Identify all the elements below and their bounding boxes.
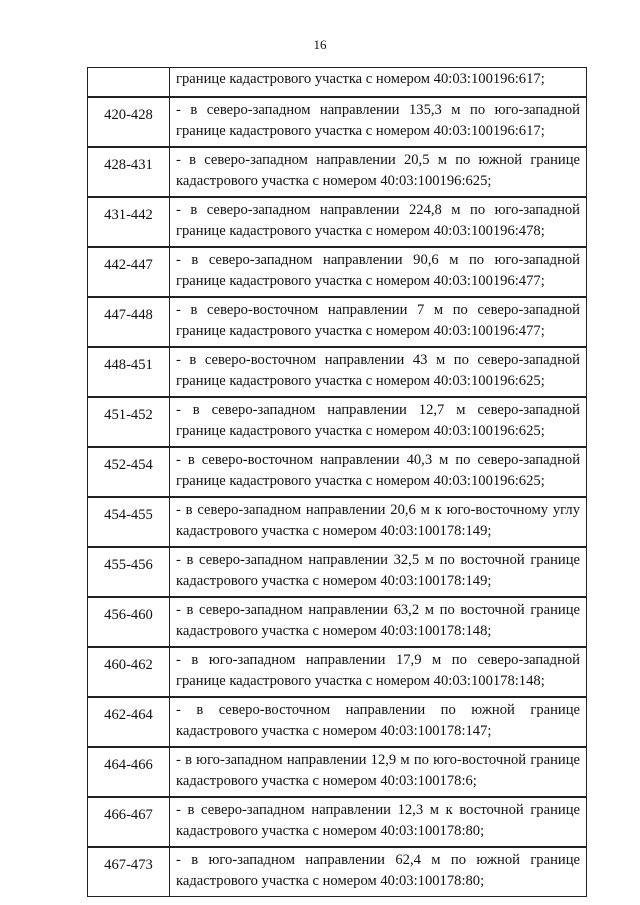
table-row [88, 548, 587, 597]
segment-cell: 447-448 [88, 298, 170, 347]
description-cell: - в северо-западном направлении 32,5 м по восточной границе кадастрового участка с номером 40:03:100178:149; [170, 548, 587, 597]
description-cell: - в северо-западном направлении 12,3 м к восточной границе кадастрового участка с номером 40:03:100178:80; [170, 798, 587, 847]
table-row [88, 698, 587, 747]
description-cell: - в северо-западном направлении 20,5 м по южной границе кадастрового участка с номером 40:03:100196:625; [170, 148, 587, 197]
description-cell: - в северо-западном направлении 135,3 м по юго-западной границе кадастрового участка с номером 40:03:100196:617; [170, 98, 587, 147]
description-cell: - в северо-восточном направлении по южной границе кадастрового участка с номером 40:03:100178:147; [170, 698, 587, 747]
table-row [88, 648, 587, 697]
table-row [88, 98, 587, 147]
description-cell: - в северо-восточном направлении 7 м по северо-западной границе кадастрового участка с номером 40:03:100196:477; [170, 298, 587, 347]
segment-cell: 455-456 [88, 548, 170, 597]
boundary-table-body [88, 68, 587, 897]
description-cell: - в северо-западном направлении 224,8 м по юго-западной границе кадастрового участка с номером 40:03:100196:478; [170, 198, 587, 247]
segment-cell: 462-464 [88, 698, 170, 747]
segment-cell: 442-447 [88, 248, 170, 297]
boundary-table [87, 67, 587, 897]
segment-cell: 451-452 [88, 398, 170, 447]
description-cell: - в юго-западном направлении 62,4 м по южной границе кадастрового участка с номером 40:03:100178:80; [170, 848, 587, 897]
table-row [88, 348, 587, 397]
description-cell: - в юго-западном направлении 12,9 м по юго-восточной границе кадастрового участка с номером 40:03:100178:6; [170, 748, 587, 797]
description-cell: - в северо-западном направлении 20,6 м к юго-восточному углу кадастрового участка с номером 40:03:100178:149; [170, 498, 587, 547]
table-row [88, 448, 587, 497]
table-row [88, 398, 587, 447]
table-row [88, 798, 587, 847]
table-row [88, 198, 587, 247]
description-cell: - в юго-западном направлении 17,9 м по северо-западной границе кадастрового участка с номером 40:03:100178:148; [170, 648, 587, 697]
description-cell: - в северо-западном направлении 63,2 м по восточной границе кадастрового участка с номером 40:03:100178:148; [170, 598, 587, 647]
table-row [88, 748, 587, 797]
description-cell: - в северо-восточном направлении 40,3 м по северо-западной границе кадастрового участка с номером 40:03:100196:625; [170, 448, 587, 497]
page-number: 16 [313, 37, 327, 52]
description-cell: - в северо-западном направлении 90,6 м по юго-западной границе кадастрового участка с номером 40:03:100196:477; [170, 248, 587, 297]
segment-cell: 431-442 [88, 198, 170, 247]
segment-cell: 456-460 [88, 598, 170, 647]
table-row-continuation [88, 68, 587, 97]
table-row [88, 498, 587, 547]
table-row [88, 298, 587, 347]
table-row [88, 248, 587, 297]
segment-cell: 467-473 [88, 848, 170, 897]
segment-cell: 420-428 [88, 98, 170, 147]
segment-cell: 464-466 [88, 748, 170, 797]
segment-cell: 454-455 [88, 498, 170, 547]
table-row [88, 598, 587, 647]
description-cell: границе кадастрового участка с номером 40:03:100196:617; [170, 68, 587, 97]
table-row [88, 148, 587, 197]
segment-cell: 428-431 [88, 148, 170, 197]
segment-cell [88, 68, 170, 97]
table-row [88, 848, 587, 897]
segment-cell: 460-462 [88, 648, 170, 697]
segment-cell: 466-467 [88, 798, 170, 847]
segment-cell: 448-451 [88, 348, 170, 397]
description-cell: - в северо-восточном направлении 43 м по северо-западной границе кадастрового участка с номером 40:03:100196:625; [170, 348, 587, 397]
description-cell: - в северо-западном направлении 12,7 м северо-западной границе кадастрового участка с номером 40:03:100196:625; [170, 398, 587, 447]
segment-cell: 452-454 [88, 448, 170, 497]
